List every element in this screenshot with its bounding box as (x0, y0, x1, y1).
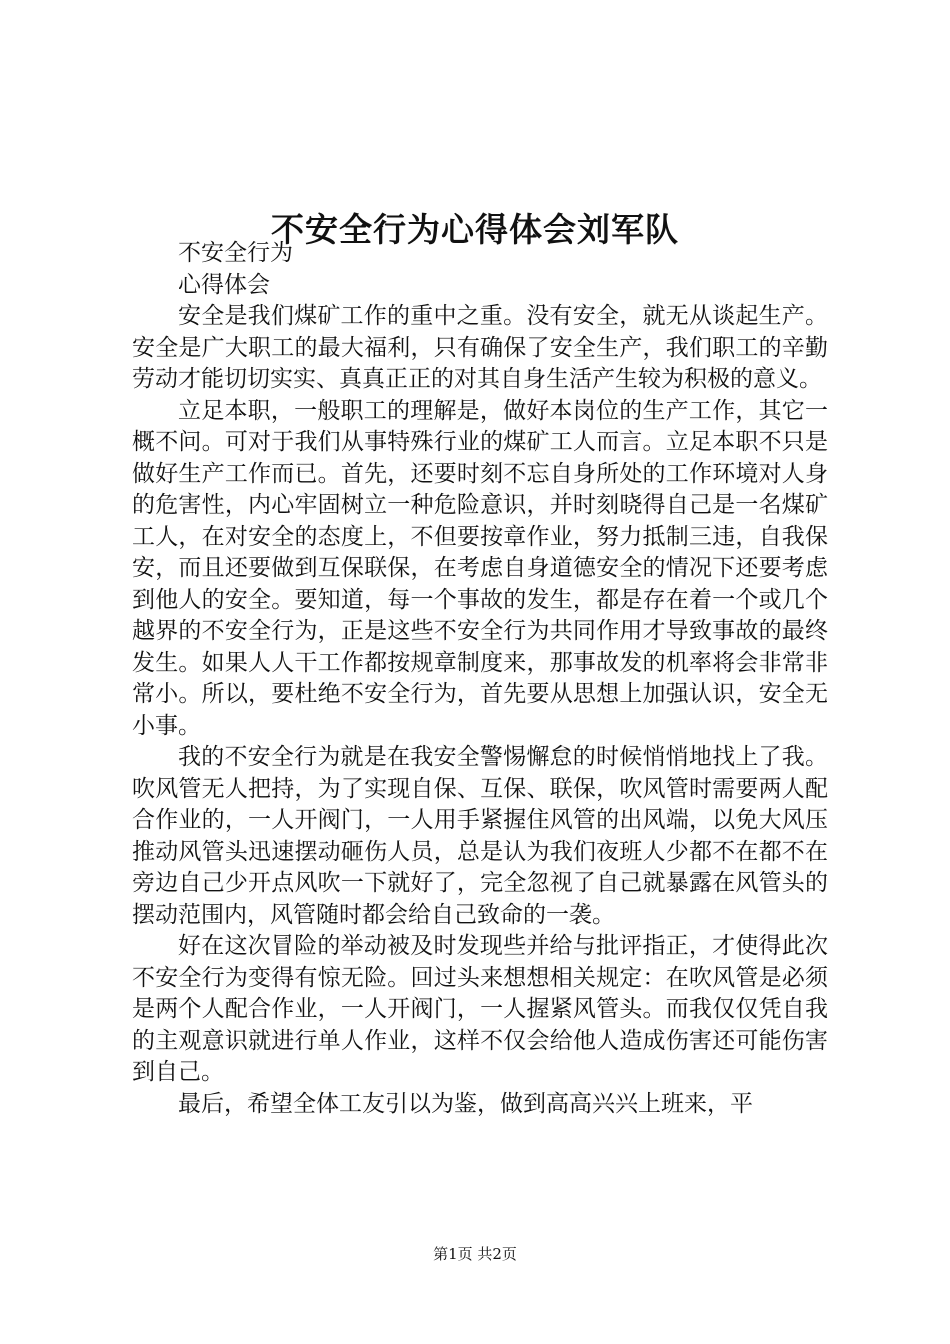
paragraph: 不安全行为 (178, 240, 293, 266)
paragraph: 最后，希望全体工友引以为鉴，做到高高兴兴上班来，平 (178, 1090, 753, 1117)
paragraph: 心得体会 (178, 271, 270, 298)
paragraph: 安全是我们煤矿工作的重中之重。没有安全，就无从谈起生产。安全是广大职工的最大福利，只有确保了安全生产，我们职工的辛勤劳动才能切切实实、真真正正的对其自身生活产生较为积极的意义。 (132, 303, 828, 392)
paragraph: 立足本职，一般职工的理解是，做好本岗位的生产工作，其它一概不问。可对于我们从事特殊行业的煤矿工人而言。立足本职不只是做好生产工作而已。首先，还要时刻不忘自身所处的工作环境对人身的危害性，内心牢固树立一种危险意识，并时刻晓得自己是一名煤矿工人，在对安全的态度上，不但要按章作业，努力抵制三违，自我保安，而且还要做到互保联保，在考虑自身道德安全的情况下还要考虑到他人的安全。要知道，每一个事故的发生，都是存在着一个或几个越界的不安全行为，正是这些不安全行为共同作用才导致事故的最终发生。如果人人干工作都按规章制度来，那事故发的机率将会非常非常小。所以，要杜绝不安全行为，首先要从思想上加强认识，安全无小事。 (132, 397, 828, 739)
document-body (132, 238, 828, 1120)
page-footer: 第1页 共2页 (433, 1245, 517, 1263)
paragraph: 好在这次冒险的举动被及时发现些并给与批评指正，才使得此次不安全行为变得有惊无险。回过头来想想相关规定：在吹风管是必须是两个人配合作业，一人开阀门，一人握紧风管头。而我仅仅凭自我的主观意识就进行单人作业，这样不仅会给他人造成伤害还可能伤害到自己。 (132, 933, 828, 1085)
paragraph: 我的不安全行为就是在我安全警惕懈怠的时候悄悄地找上了我。吹风管无人把持，为了实现自保、互保、联保，吹风管时需要两人配合作业的，一人开阀门，一人用手紧握住风管的出风端，以免大风压推动风管头迅速摆动砸伤人员，总是认为我们夜班人少都不在都不在旁边自己少开点风吹一下就好了，完全忽视了自己就暴露在风管头的摆动范围内，风管随时都会给自己致命的一袭。 (132, 744, 828, 928)
document-title: 不安全行为心得体会刘军队 (271, 210, 679, 250)
